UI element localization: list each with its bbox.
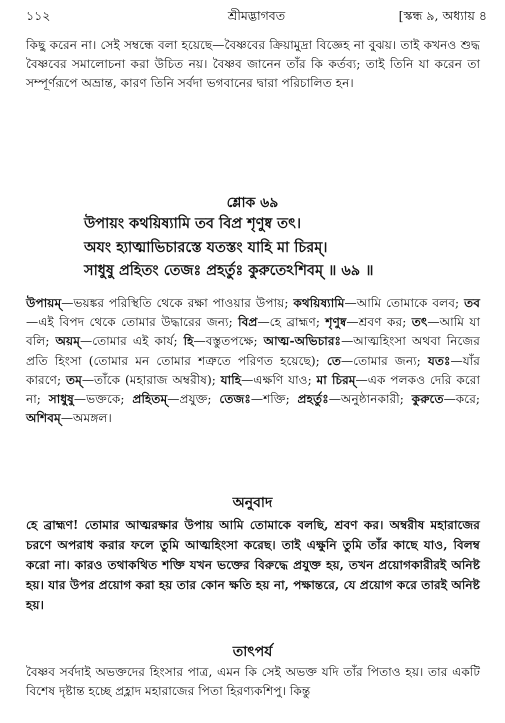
synonym-meaning: —শক্তি; (250, 392, 298, 407)
synonym-term: যতঃ (427, 353, 451, 368)
synonym-term: শৃণুষ্ব (325, 315, 347, 330)
synonym-term: তম্ (65, 372, 82, 387)
synonym-term: কথয়িষ্যামি (293, 296, 345, 310)
synonym-term: মা চিরম্ (316, 372, 356, 387)
synonym-meaning: —এক পলকও দেরি করো না; (26, 372, 480, 407)
verse-line: উপায়ং কথয়িষ্যামি তব বিপ্র শৃণুষ্ব তৎ। (84, 215, 302, 232)
section-reference: [স্কন্ধ ৯, অধ্যায় ৪ (398, 8, 487, 23)
synonym-meaning: —এক্ষণি যাও; (241, 372, 317, 387)
synonym-meaning: —শ্রবণ কর; (346, 315, 412, 330)
synonym-meaning: —অনুষ্ঠানকারী; (328, 392, 412, 407)
purport-heading: তাৎপর্য (232, 644, 273, 660)
synonym-meaning: —বস্তুতপক্ষে; (193, 334, 264, 349)
translation-paragraph (26, 515, 480, 615)
synonym-meaning: —ভক্তকে; (73, 392, 133, 407)
synonym-term: আত্ম-অভিচারঃ (263, 334, 342, 349)
purport-text: বৈষ্ণব সর্বদাই অভক্তদের হিংসার পাত্র, এমন কি সেই অভক্ত যদি তাঁর পিতাও হয়। তার একটি বিশেষ দৃষ্টান্ত হচ্ছে প্রহ্লাদ মহারাজের পিতা হিরণ্যকশিপু। কিন্তু (26, 665, 480, 699)
synonym-term: উপায়ম্ (26, 296, 62, 310)
verse-text (84, 212, 484, 283)
synonym-term: কুরুতে (411, 392, 444, 407)
synonym-meaning: —আমি যা বলি; (26, 315, 480, 349)
synonym-term: তেজঃ (219, 392, 251, 407)
synonym-term: তে (326, 353, 341, 368)
synonym-meaning: —তোমার এই কার্য; (80, 334, 184, 349)
verse-line: অযং হ্যাত্মাভিচারস্তে যতস্তং যাহি মা চিরম্। (84, 238, 328, 256)
page-number: ১১২ (26, 8, 51, 23)
synonym-term: অয়ম্ (55, 334, 80, 349)
synonym-meaning: —আত্মহিংসা অথবা নিজের প্রতি হিংসা (তোমার মন তোমার শত্রুতে পরিণত হয়েছে); (26, 334, 480, 368)
synonym-term: তৎ (411, 315, 428, 330)
synonym-meaning: —তোমার জন্য; (340, 353, 428, 368)
translation-heading: অনুবাদ (232, 495, 273, 511)
synonym-term: প্রহিতম্ (132, 392, 168, 407)
verse-line: সাধুষু প্রহিতং তেজঃ প্রহর্তুঃ কুরুতেঽশিবম্ ॥ ৬৯ ॥ (84, 262, 374, 279)
verse-title: শ্লোক ৬৯ (226, 195, 279, 211)
running-title: শ্রীমদ্ভাগবত (227, 8, 286, 23)
synonyms-text (26, 294, 480, 428)
synonym-term: সাধুষু (48, 392, 74, 407)
synonyms-paragraph (26, 294, 480, 428)
synonym-term: অশিবম্ (26, 411, 61, 426)
synonym-term: যাহি (220, 372, 242, 387)
synonym-term: তব (464, 296, 480, 310)
translation-text: হে ব্রাহ্মণ! তোমার আত্মরক্ষার উপায় আমি তোমাকে বলছি, শ্রবণ কর। অম্বরীষ মহারাজের চরণে অপরাধ করার ফলে তুমি আত্মহিংসা করেছ। তাই এক্ষুনি তুমি তাঁর কাছে যাও, বিলম্ব করো না। কারও তথাকথিত শক্তি যখন ভক্তের বিরুদ্ধে প্রযুক্ত হয়, তখন প্রয়োগকারীরই অনিষ্ট হয়। যার উপর প্রয়োগ করা হয় তার কোন ক্ষতি হয় না, পক্ষান্তরে, যে প্রয়োগ করে তারই অনিষ্ট হয়। (26, 518, 480, 612)
intro-paragraph: কিছু করেন না। সেই সম্বন্ধে বলা হয়েছে—বৈষ্ণবের ক্রিয়ামুদ্রা বিজ্ঞেহ না বুঝয়। তাই কখনও শুদ্ধ বৈষ্ণবের সমালোচনা করা উচিত নয়। বৈষ্ণব জানেন তাঁর কি কর্তব্য; তাই তিনি যা করেন তা সম্পূর্ণরূপে অভ্রান্ত, কারণ তিনি সর্বদা ভগবানের দ্বারা পরিচালিত হন। (26, 38, 480, 91)
synonym-meaning: —তাঁকে (মহারাজ অম্বরীষ); (81, 372, 221, 387)
synonym-term: বিপ্র (238, 315, 258, 330)
synonym-meaning: —হে ব্রাহ্মণ; (257, 315, 326, 330)
synonym-meaning: —আমি তোমাকে বলব; (344, 296, 465, 310)
purport-paragraph (26, 663, 480, 701)
page-header (26, 6, 487, 28)
synonym-meaning: —ভয়ঙ্কর পরিস্থিতি থেকে রক্ষা পাওয়ার উপায়; (61, 296, 294, 310)
synonym-meaning: —এই বিপদ থেকে তোমার উদ্ধারের জন্য; (26, 315, 239, 330)
synonym-meaning: —যাঁর কারণে; (26, 353, 480, 387)
synonym-meaning: —অমঙ্গল। (60, 411, 112, 426)
synonym-term: হি (183, 334, 194, 349)
synonym-meaning: —প্রযুক্ত; (167, 392, 220, 407)
synonym-meaning: —করে; (443, 392, 481, 407)
synonym-term: প্রহর্তুঃ (297, 392, 329, 407)
